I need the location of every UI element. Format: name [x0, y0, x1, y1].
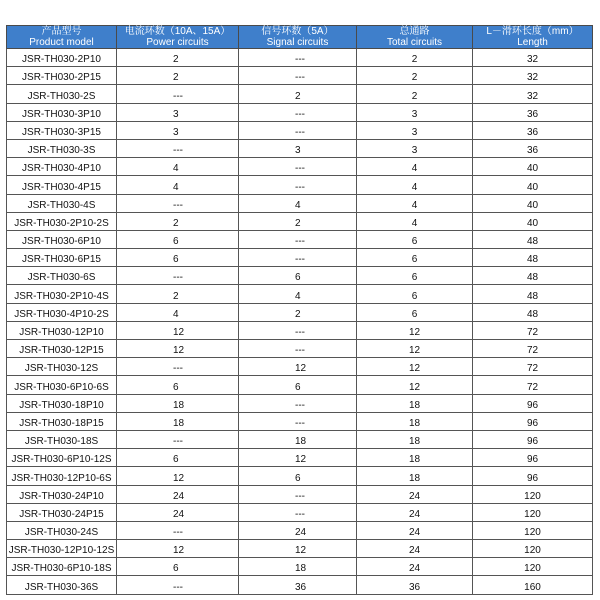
cell-length: 160: [473, 576, 593, 594]
cell-power-circuits: 12: [117, 540, 239, 558]
cell-length: 96: [473, 394, 593, 412]
cell-length: 120: [473, 485, 593, 503]
cell-length: 96: [473, 430, 593, 448]
cell-total-circuits: 6: [357, 303, 473, 321]
cell-product-model: JSR-TH030-12P10-6S: [7, 467, 117, 485]
cell-signal-circuits: ---: [239, 340, 357, 358]
cell-product-model: JSR-TH030-6P10: [7, 230, 117, 248]
cell-product-model: JSR-TH030-6P15: [7, 249, 117, 267]
cell-signal-circuits: 12: [239, 449, 357, 467]
cell-total-circuits: 18: [357, 467, 473, 485]
header-cn: 电流环数（10A、15A）: [124, 26, 231, 37]
spec-table: [6, 25, 593, 595]
cell-product-model: JSR-TH030-2P15: [7, 67, 117, 85]
cell-signal-circuits: ---: [239, 49, 357, 67]
cell-signal-circuits: 12: [239, 540, 357, 558]
cell-signal-circuits: ---: [239, 249, 357, 267]
cell-length: 40: [473, 212, 593, 230]
cell-power-circuits: ---: [117, 576, 239, 594]
cell-product-model: JSR-TH030-4P15: [7, 176, 117, 194]
cell-length: 96: [473, 467, 593, 485]
cell-length: 36: [473, 121, 593, 139]
cell-product-model: JSR-TH030-36S: [7, 576, 117, 594]
cell-total-circuits: 18: [357, 430, 473, 448]
cell-product-model: JSR-TH030-6P10-6S: [7, 376, 117, 394]
cell-product-model: JSR-TH030-12P10-12S: [7, 540, 117, 558]
header-en: Product model: [29, 37, 94, 48]
cell-signal-circuits: 6: [239, 267, 357, 285]
table-row: [7, 267, 593, 285]
cell-length: 72: [473, 321, 593, 339]
cell-signal-circuits: 2: [239, 303, 357, 321]
cell-product-model: JSR-TH030-18S: [7, 430, 117, 448]
cell-product-model: JSR-TH030-6P10-12S: [7, 449, 117, 467]
cell-total-circuits: 12: [357, 376, 473, 394]
table-row: [7, 576, 593, 594]
header-en: Power circuits: [146, 37, 209, 48]
cell-power-circuits: 24: [117, 503, 239, 521]
table-row: [7, 121, 593, 139]
cell-total-circuits: 3: [357, 103, 473, 121]
cell-total-circuits: 36: [357, 576, 473, 594]
cell-total-circuits: 4: [357, 212, 473, 230]
table-row: [7, 376, 593, 394]
cell-product-model: JSR-TH030-18P10: [7, 394, 117, 412]
header-en: Signal circuits: [266, 37, 329, 48]
cell-product-model: JSR-TH030-6P10-18S: [7, 558, 117, 576]
cell-total-circuits: 6: [357, 249, 473, 267]
cell-length: 40: [473, 176, 593, 194]
cell-total-circuits: 6: [357, 285, 473, 303]
cell-power-circuits: ---: [117, 85, 239, 103]
header-en: Total circuits: [386, 37, 442, 48]
cell-signal-circuits: 18: [239, 558, 357, 576]
cell-total-circuits: 2: [357, 49, 473, 67]
cell-total-circuits: 6: [357, 267, 473, 285]
cell-signal-circuits: 18: [239, 430, 357, 448]
cell-length: 32: [473, 67, 593, 85]
header-product-model: [7, 26, 117, 49]
header-total-circuits: [357, 26, 473, 49]
cell-length: 32: [473, 49, 593, 67]
cell-power-circuits: 2: [117, 212, 239, 230]
cell-total-circuits: 18: [357, 412, 473, 430]
cell-total-circuits: 24: [357, 485, 473, 503]
cell-signal-circuits: ---: [239, 485, 357, 503]
cell-total-circuits: 24: [357, 540, 473, 558]
cell-total-circuits: 24: [357, 503, 473, 521]
cell-length: 48: [473, 267, 593, 285]
cell-total-circuits: 2: [357, 67, 473, 85]
table-row: [7, 85, 593, 103]
cell-product-model: JSR-TH030-24S: [7, 521, 117, 539]
cell-length: 72: [473, 376, 593, 394]
table-row: [7, 67, 593, 85]
cell-total-circuits: 24: [357, 558, 473, 576]
cell-product-model: JSR-TH030-6S: [7, 267, 117, 285]
cell-power-circuits: 4: [117, 176, 239, 194]
table-row: [7, 230, 593, 248]
cell-length: 48: [473, 303, 593, 321]
cell-length: 32: [473, 85, 593, 103]
cell-signal-circuits: ---: [239, 158, 357, 176]
cell-power-circuits: 6: [117, 376, 239, 394]
cell-power-circuits: 4: [117, 303, 239, 321]
cell-signal-circuits: ---: [239, 103, 357, 121]
table-row: [7, 321, 593, 339]
cell-power-circuits: 2: [117, 285, 239, 303]
cell-power-circuits: 18: [117, 412, 239, 430]
header-cn: 信号环数（5A）: [261, 26, 334, 37]
cell-power-circuits: 2: [117, 67, 239, 85]
cell-signal-circuits: ---: [239, 67, 357, 85]
cell-length: 48: [473, 249, 593, 267]
table-row: [7, 521, 593, 539]
cell-product-model: JSR-TH030-18P15: [7, 412, 117, 430]
cell-signal-circuits: ---: [239, 394, 357, 412]
table-row: [7, 503, 593, 521]
header-signal-circuits: [239, 26, 357, 49]
cell-total-circuits: 3: [357, 121, 473, 139]
cell-length: 40: [473, 194, 593, 212]
cell-signal-circuits: ---: [239, 321, 357, 339]
table-row: [7, 449, 593, 467]
cell-total-circuits: 12: [357, 358, 473, 376]
header-cn: 产品型号: [41, 26, 82, 37]
table-row: [7, 412, 593, 430]
cell-power-circuits: ---: [117, 430, 239, 448]
cell-signal-circuits: 4: [239, 285, 357, 303]
cell-total-circuits: 18: [357, 394, 473, 412]
cell-total-circuits: 12: [357, 321, 473, 339]
cell-power-circuits: ---: [117, 521, 239, 539]
cell-product-model: JSR-TH030-12S: [7, 358, 117, 376]
cell-total-circuits: 4: [357, 194, 473, 212]
cell-signal-circuits: 4: [239, 194, 357, 212]
cell-product-model: JSR-TH030-12P10: [7, 321, 117, 339]
cell-product-model: JSR-TH030-2P10: [7, 49, 117, 67]
table-row: [7, 103, 593, 121]
table-row: [7, 467, 593, 485]
table-row: [7, 176, 593, 194]
cell-product-model: JSR-TH030-3P10: [7, 103, 117, 121]
cell-total-circuits: 24: [357, 521, 473, 539]
cell-power-circuits: ---: [117, 194, 239, 212]
table-row: [7, 285, 593, 303]
cell-length: 72: [473, 340, 593, 358]
table-row: [7, 558, 593, 576]
cell-power-circuits: 12: [117, 340, 239, 358]
table-row: [7, 139, 593, 157]
cell-product-model: JSR-TH030-4S: [7, 194, 117, 212]
cell-length: 96: [473, 449, 593, 467]
header-power-circuits: [117, 26, 239, 49]
cell-product-model: JSR-TH030-24P15: [7, 503, 117, 521]
cell-total-circuits: 4: [357, 158, 473, 176]
cell-product-model: JSR-TH030-24P10: [7, 485, 117, 503]
cell-signal-circuits: ---: [239, 412, 357, 430]
table-row: [7, 358, 593, 376]
cell-product-model: JSR-TH030-2S: [7, 85, 117, 103]
cell-product-model: JSR-TH030-2P10-4S: [7, 285, 117, 303]
cell-signal-circuits: 24: [239, 521, 357, 539]
cell-length: 36: [473, 139, 593, 157]
cell-power-circuits: 3: [117, 103, 239, 121]
cell-length: 120: [473, 540, 593, 558]
header-length: [473, 26, 593, 49]
cell-total-circuits: 2: [357, 85, 473, 103]
cell-total-circuits: 4: [357, 176, 473, 194]
cell-power-circuits: 12: [117, 467, 239, 485]
table-body: [7, 49, 593, 595]
header-cn: L－滑环长度（mm）: [486, 26, 579, 37]
cell-signal-circuits: 12: [239, 358, 357, 376]
cell-length: 120: [473, 503, 593, 521]
table-row: [7, 340, 593, 358]
cell-product-model: JSR-TH030-4P10-2S: [7, 303, 117, 321]
cell-power-circuits: ---: [117, 139, 239, 157]
table-row: [7, 194, 593, 212]
cell-length: 40: [473, 158, 593, 176]
cell-signal-circuits: 2: [239, 85, 357, 103]
cell-length: 120: [473, 521, 593, 539]
cell-length: 120: [473, 558, 593, 576]
cell-signal-circuits: 3: [239, 139, 357, 157]
cell-power-circuits: 24: [117, 485, 239, 503]
cell-signal-circuits: ---: [239, 503, 357, 521]
cell-signal-circuits: 6: [239, 467, 357, 485]
cell-total-circuits: 12: [357, 340, 473, 358]
cell-length: 72: [473, 358, 593, 376]
cell-product-model: JSR-TH030-3S: [7, 139, 117, 157]
header-cn: 总通路: [399, 26, 430, 37]
cell-total-circuits: 18: [357, 449, 473, 467]
table-row: [7, 303, 593, 321]
cell-signal-circuits: ---: [239, 230, 357, 248]
table-row: [7, 540, 593, 558]
cell-total-circuits: 3: [357, 139, 473, 157]
cell-power-circuits: ---: [117, 267, 239, 285]
cell-product-model: JSR-TH030-12P15: [7, 340, 117, 358]
cell-length: 96: [473, 412, 593, 430]
table-row: [7, 212, 593, 230]
cell-power-circuits: 12: [117, 321, 239, 339]
table-row: [7, 430, 593, 448]
cell-total-circuits: 6: [357, 230, 473, 248]
cell-power-circuits: 2: [117, 49, 239, 67]
cell-signal-circuits: 36: [239, 576, 357, 594]
cell-signal-circuits: 6: [239, 376, 357, 394]
cell-power-circuits: ---: [117, 358, 239, 376]
table-row: [7, 485, 593, 503]
cell-product-model: JSR-TH030-2P10-2S: [7, 212, 117, 230]
cell-length: 36: [473, 103, 593, 121]
cell-signal-circuits: 2: [239, 212, 357, 230]
cell-power-circuits: 6: [117, 558, 239, 576]
table-row: [7, 49, 593, 67]
header-en: Length: [517, 37, 548, 48]
table-row: [7, 249, 593, 267]
cell-power-circuits: 4: [117, 158, 239, 176]
table-row: [7, 158, 593, 176]
cell-power-circuits: 6: [117, 230, 239, 248]
cell-power-circuits: 3: [117, 121, 239, 139]
header-row: [7, 26, 593, 49]
cell-signal-circuits: ---: [239, 176, 357, 194]
cell-length: 48: [473, 285, 593, 303]
cell-product-model: JSR-TH030-3P15: [7, 121, 117, 139]
cell-power-circuits: 6: [117, 449, 239, 467]
cell-product-model: JSR-TH030-4P10: [7, 158, 117, 176]
cell-signal-circuits: ---: [239, 121, 357, 139]
cell-power-circuits: 18: [117, 394, 239, 412]
cell-length: 48: [473, 230, 593, 248]
cell-power-circuits: 6: [117, 249, 239, 267]
table-row: [7, 394, 593, 412]
